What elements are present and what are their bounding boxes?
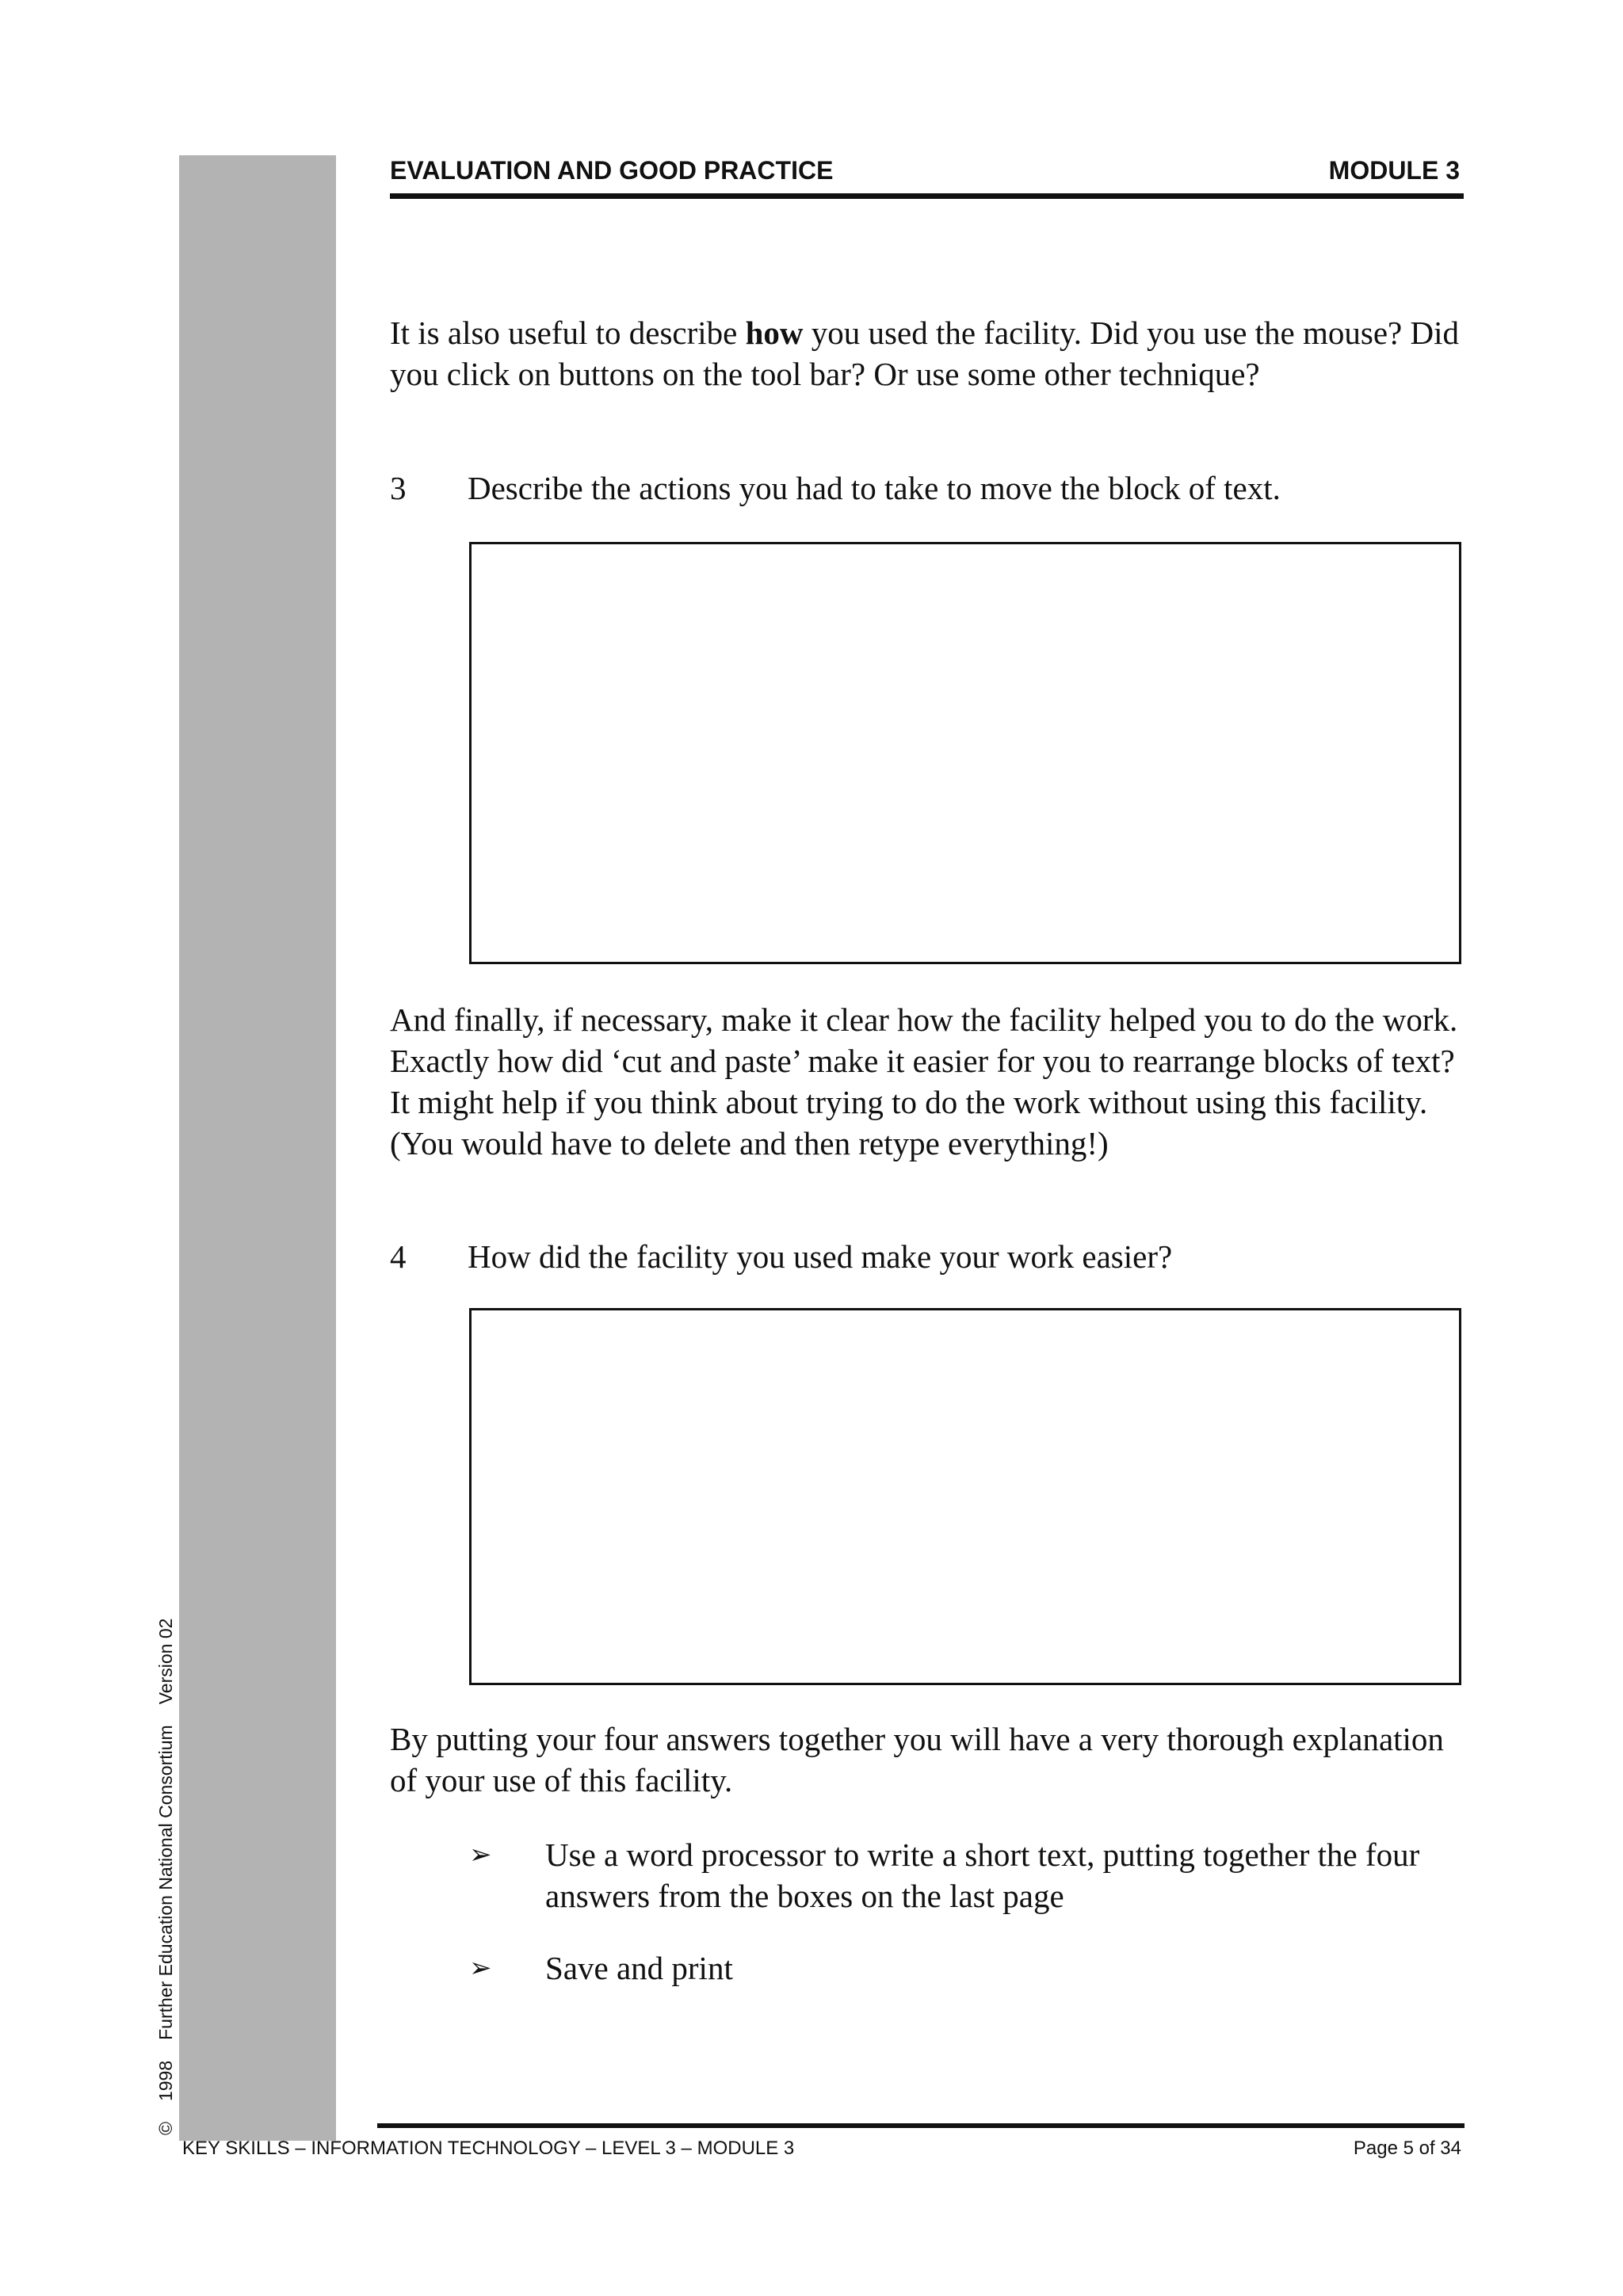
bullet-text: Save and print bbox=[545, 1950, 733, 1986]
header-rule bbox=[390, 193, 1464, 199]
bullet-text: Use a word processor to write a short text, putting together the four answers from the boxes on the last page bbox=[545, 1836, 1420, 1914]
arrow-bullet-icon: ➢ bbox=[469, 1839, 492, 1871]
document-version: Version 02 bbox=[155, 1618, 176, 1705]
finally-paragraph: And finally, if necessary, make it clear how the facility helped you to do the work. Exactly how did ‘cut and paste’ make it easier for you to rearrange blocks of text? It might help if you think about trying to do the work without using this facility. (You would have to delete and then retype everything!) bbox=[390, 1001, 1458, 1161]
question-4-number: 4 bbox=[390, 1238, 407, 1275]
footer-course-title: KEY SKILLS – INFORMATION TECHNOLOGY – LEVEL 3 – MODULE 3 bbox=[182, 2138, 795, 2159]
copyright-year: 1998 bbox=[155, 2060, 176, 2102]
intro-text-end: you used the facility. Did you use the mouse? Did you click on buttons on the tool bar? Or use some other technique? bbox=[390, 315, 1459, 392]
intro-paragraph bbox=[390, 312, 1476, 395]
intro-text-start: It is also useful to describe bbox=[390, 315, 746, 351]
answer-box-3[interactable] bbox=[469, 542, 1461, 964]
intro-emphasis: how bbox=[745, 315, 804, 351]
copyright-notice bbox=[155, 1619, 177, 2135]
answer-box-4[interactable] bbox=[469, 1308, 1461, 1685]
arrow-bullet-icon: ➢ bbox=[469, 1952, 492, 1984]
page-header bbox=[390, 156, 1460, 185]
summary-paragraph: By putting your four answers together you will have a very thorough explanation of your use of this facility. bbox=[390, 1721, 1444, 1798]
question-4-text: How did the facility you used make your work easier? bbox=[468, 1238, 1173, 1275]
copyright-symbol: © bbox=[155, 2122, 176, 2135]
question-3-number: 3 bbox=[390, 470, 407, 506]
header-module: MODULE 3 bbox=[1328, 156, 1460, 185]
footer-page-number: Page 5 of 34 bbox=[1353, 2138, 1461, 2159]
copyright-holder: Further Education National Consortium bbox=[155, 1725, 176, 2040]
footer-rule bbox=[377, 2123, 1465, 2128]
question-3-text: Describe the actions you had to take to move the block of text. bbox=[468, 470, 1281, 506]
side-margin-band bbox=[179, 155, 336, 2141]
header-title: EVALUATION AND GOOD PRACTICE bbox=[390, 156, 834, 185]
